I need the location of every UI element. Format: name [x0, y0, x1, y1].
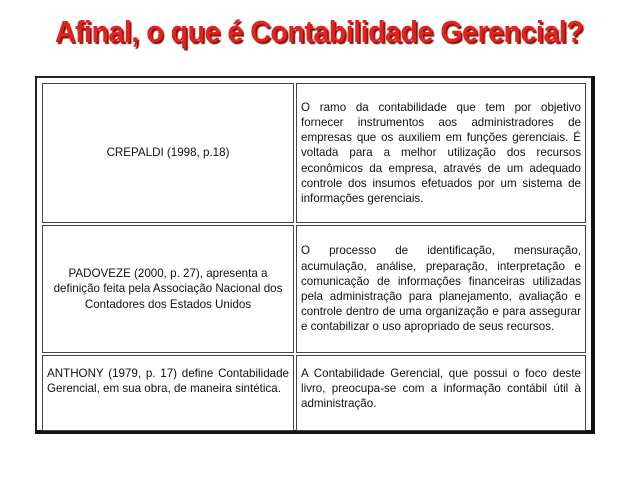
author-cell: PADOVEZE (2000, p. 27), apresenta a definição feita pela Associação Nacional dos Contadores dos Estados Unidos	[42, 225, 294, 353]
definition-cell: A Contabilidade Gerencial, que possui o foco deste livro, preocupa-se com a informação contábil útil à administração.	[296, 355, 586, 431]
table-row	[42, 355, 586, 431]
definitions-table	[40, 81, 588, 433]
table-row	[42, 225, 586, 353]
definition-cell: O ramo da contabilidade que tem por objetivo fornecer instrumentos aos administradores de empresas que os auxiliem em funções gerenciais. É voltada para a melhor utilização dos recursos econômicos da empresa, através de um adequado controle dos insumos efetuados por um sistema de informações gerenciais.	[296, 83, 586, 223]
author-cell: ANTHONY (1979, p. 17) define Contabilidade Gerencial, em sua obra, de maneira sintética.	[42, 355, 294, 431]
slide-title: Afinal, o que é Contabilidade Gerencial?	[54, 14, 584, 49]
definitions-table-frame	[35, 76, 595, 434]
definition-cell: O processo de identificação, mensuração, acumulação, análise, preparação, interpretação e comunicação de informações financeiras utilizadas pela administração para planejamento, avaliação e controle dentro de uma organização e para assegurar e contabilizar o uso apropriado de seus recursos.	[296, 225, 586, 353]
author-cell: CREPALDI (1998, p.18)	[42, 83, 294, 223]
table-row	[42, 83, 586, 223]
